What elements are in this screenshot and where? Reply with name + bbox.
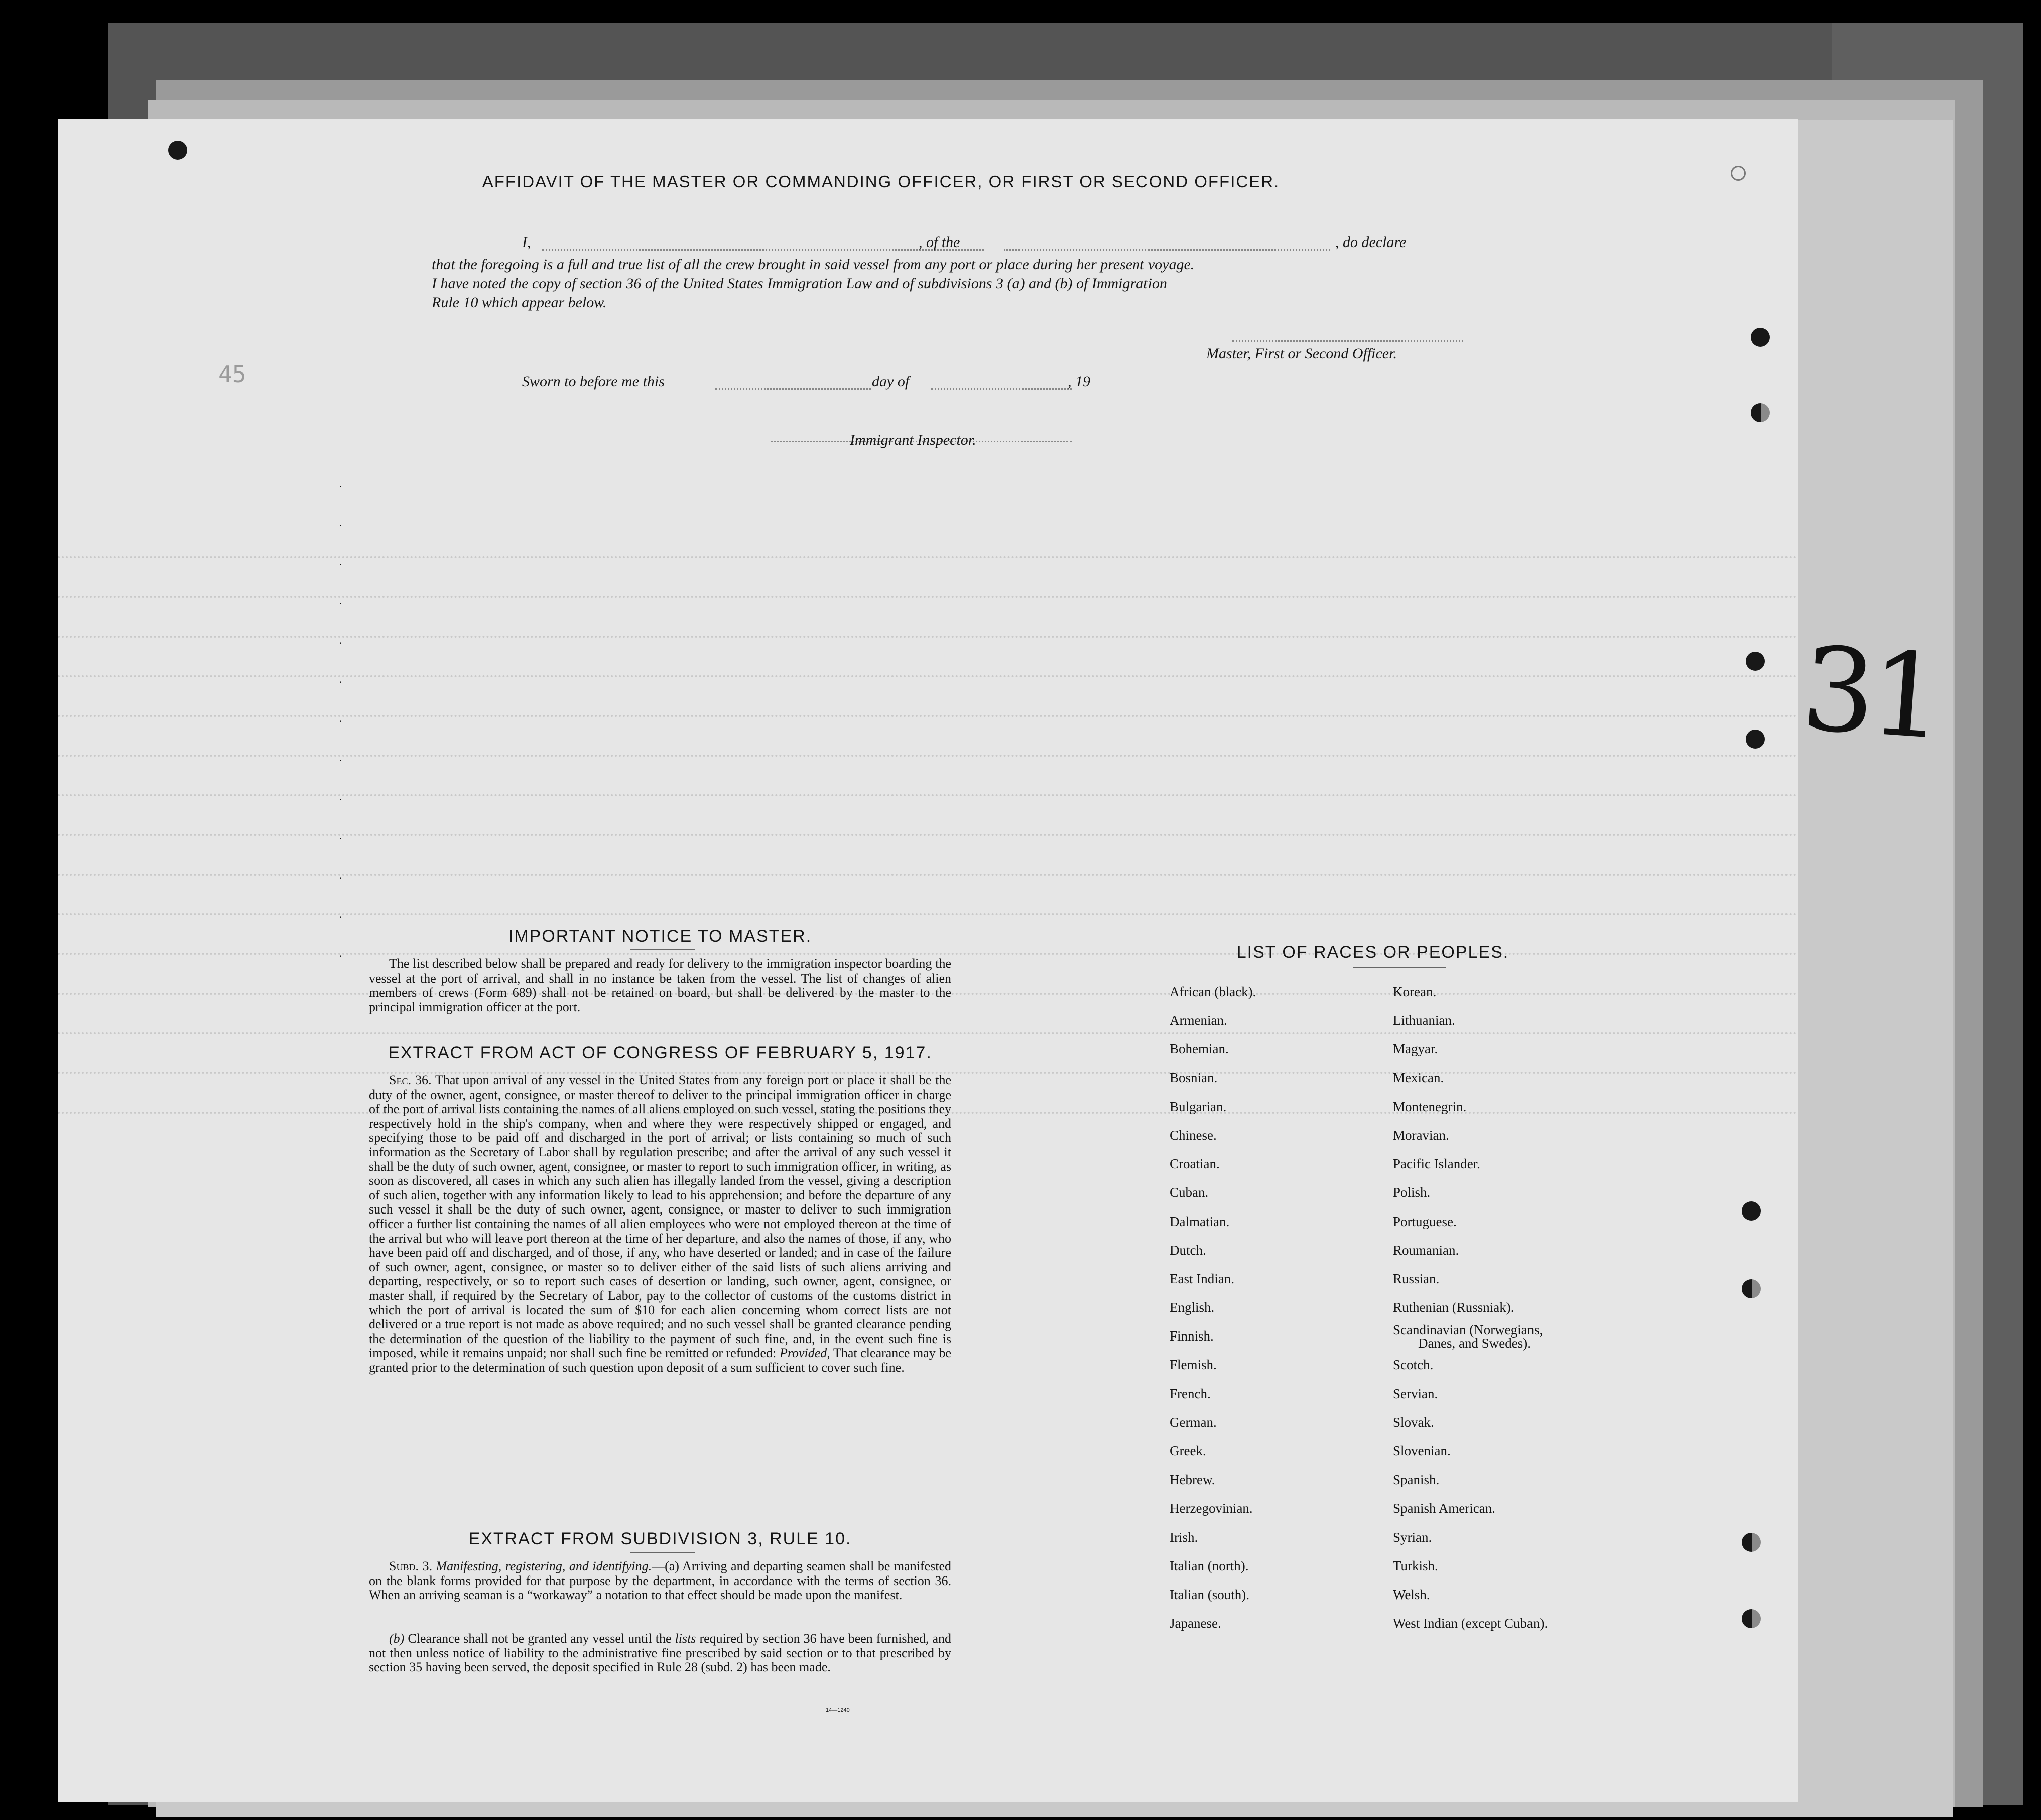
race-item: Dutch. [1170,1242,1206,1258]
sworn-day-of: day of [872,373,910,390]
subd-heading: Manifesting, registering, and identifying. [436,1559,652,1573]
affidavit-i: I, [522,234,531,251]
race-item: Montenegrin. [1393,1099,1467,1114]
affidavit-line-2: that the foregoing is a full and true list of all the crew brought in said vessel from any port or place during her present voyage. [432,256,1195,273]
sworn-day-blank[interactable] [715,388,871,390]
race-item: Syrian. [1393,1529,1432,1545]
row-dot: · [339,637,343,649]
race-item: English. [1170,1300,1215,1315]
race-item: Ruthenian (Russniak). [1393,1300,1514,1315]
punch-hole [1742,1533,1761,1552]
race-item: Japanese. [1170,1616,1221,1631]
race-item: Polish. [1393,1185,1431,1200]
extract-act-body [369,1073,951,1375]
race-item: Cuban. [1170,1185,1209,1200]
extract-rule-title: EXTRACT FROM SUBDIVISION 3, RULE 10. [468,1529,852,1548]
race-item: Irish. [1170,1529,1198,1545]
master-signature-caption: Master, First or Second Officer. [1206,345,1397,362]
race-item: Lithuanian. [1393,1013,1455,1028]
race-item: Herzegovinian. [1170,1501,1253,1516]
race-item: Bosnian. [1170,1070,1218,1085]
punch-hole [1746,652,1765,671]
race-item: Portuguese. [1393,1214,1457,1229]
race-item: East Indian. [1170,1271,1234,1286]
punch-hole [1751,328,1770,347]
row-dot: · [339,754,343,767]
rule [630,949,695,950]
rule-para-a [369,1559,951,1603]
handwritten-number: 31 [1798,622,1944,766]
race-item-continued: Danes, and Swedes). [1418,1336,1531,1351]
rule [630,1552,695,1553]
race-item: Italian (south). [1170,1587,1249,1602]
races-list-right [1393,984,1548,1644]
affidavit-line-4: Rule 10 which appear below. [432,294,607,311]
punch-hole [1731,166,1746,181]
race-item: Korean. [1393,984,1437,999]
form-number: 14—1240 [826,1707,850,1713]
row-dot: · [339,558,343,571]
punch-hole [1751,403,1770,422]
section-text: That upon arrival of any vessel in the United States from any foreign port or place it shall be the duty of the owner, agent, consignee, or master thereof to deliver to the principal immigration officer in charge of the port of arrival lists containing the names of all aliens employed on such vessel, stating the positions they respectively hold in the ship's company, when and where they were respectively shipped or engaged, and specifying those to be paid off and discharged in the port of arrival; or lists containing so much of such information as the Secretary of Labor shall by regulation prescribe; and after the arrival of any such vessel it shall be the duty of such owner, agent, consignee, or master to report to such immigration officer, in writing, as soon as discovered, all cases in which any such alien has illegally landed from the vessel, giving a description of such alien, together with any information likely to lead to his apprehension; and before the departure of any such vessel it shall be the duty of such owner, agent, consignee, or master to deliver to such immigration officer a further list containing the names of all alien employees who were not employed thereon at the time of the arrival but who will leave port thereon at the time of her departure, and also the names of those, if any, who have been paid off and discharged, and of those, if any, who have deserted or landed; and in case of the failure of such owner, agent, consignee, or master so to deliver either of the said lists of such aliens arriving and departing, respectively, or so to report such cases of desertion or landing, such owner, agent, consignee, or master shall, if required by the Secretary of Labor, pay to the collector of customs of the customs district in which the port of arrival is located the sum of $10 for each alien concerning whom correct lists are not delivered or a true report is not made as above required; and no such vessel shall be granted clearance pending the determination of the question of the liability to the payment of such fine, and, in the event such fine is imposed, while it remains unpaid; nor shall such fine be remitted or refunded: [369,1073,952,1361]
race-item: Chinese. [1170,1127,1217,1143]
race-item: Spanish American. [1393,1501,1495,1516]
para-b-label: (b) [389,1631,405,1646]
race-item: Dalmatian. [1170,1214,1230,1229]
race-item: Bulgarian. [1170,1099,1227,1114]
row-dot: · [339,480,343,493]
race-item: Pacific Islander. [1393,1156,1480,1172]
punch-hole [1742,1279,1761,1298]
vessel-blank[interactable] [1004,249,1330,251]
race-item: Mexican. [1393,1070,1444,1085]
race-item: African (black). [1170,984,1256,999]
row-dot: · [339,715,343,727]
race-item: Welsh. [1393,1587,1430,1602]
para-b-text-2: required by section 36 have been furnished, and not then unless notice of liability to the administrative fine prescribed by said section or to that prescribed by section 35 having been served, the deposit specified in Rule 28 (subd. 2) has been made. [369,1631,952,1675]
row-dot: · [339,950,343,962]
race-item: Flemish. [1170,1357,1217,1373]
punch-hole [1746,730,1765,749]
row-dot: · [339,676,343,688]
race-item: Scandinavian (Norwegians, [1393,1322,1543,1338]
para-a-text: —(a) Arriving and departing seamen shall be manifested on the blank forms provided for that purpose by the department, in accordance with the terms of section 36. When an arriving seaman is a “workaway” a notation to that effect should be made upon the manifest. [369,1559,951,1603]
race-item: Scotch. [1393,1357,1434,1373]
race-item: Roumanian. [1393,1242,1459,1258]
race-item: German. [1170,1414,1217,1430]
race-item: Croatian. [1170,1156,1220,1172]
master-signature-line[interactable] [1232,340,1463,342]
race-item: Slovak. [1393,1414,1434,1430]
para-b-text-1: Clearance shall not be granted any vessel until the [408,1631,672,1646]
race-item: Moravian. [1393,1127,1449,1143]
inspector-caption: Immigrant Inspector. [850,432,976,448]
races-list-left [1170,984,1256,1644]
rule [1353,967,1446,968]
section-label: Sec. 36. [389,1073,432,1087]
extract-act-title: EXTRACT FROM ACT OF CONGRESS OF FEBRUARY 5, 1917. [388,1043,932,1062]
row-dot: · [339,597,343,610]
sworn-month-blank[interactable] [931,388,1072,390]
affidavit-of-the: , of the [919,234,960,251]
row-dot: · [339,832,343,845]
race-item: Armenian. [1170,1013,1227,1028]
race-item: Bohemian. [1170,1041,1229,1057]
provided-label: Provided, [779,1346,830,1361]
race-item: West Indian (except Cuban). [1393,1616,1548,1631]
race-item: Turkish. [1393,1558,1438,1573]
name-blank[interactable] [542,249,984,251]
affidavit-declare: , do declare [1335,234,1407,251]
row-dot: · [339,519,343,532]
race-item: Spanish. [1393,1472,1440,1488]
notice-body: The list described below shall be prepared and ready for delivery to the immigration inspector boarding the vessel at the port of arrival, and shall in no instance be taken from the vessel. The list of changes of alien members of crews (Form 689) shall not be retained on board, but shall be delivered by the master to the principal immigration officer at the port. [369,956,951,1014]
race-item: Finnish. [1170,1328,1214,1344]
race-item: Magyar. [1393,1041,1438,1057]
subd-label: Subd. 3. [389,1559,432,1573]
row-dot: · [339,793,343,806]
row-dot: · [339,911,343,923]
section-tail: That clearance may be granted prior to the determination of such question upon deposit of a sum sufficient to cover such fine. [369,1346,952,1375]
race-item: Russian. [1393,1271,1440,1286]
notice-title: IMPORTANT NOTICE TO MASTER. [508,927,812,946]
punch-hole [168,141,187,160]
affidavit-line-3: I have noted the copy of section 36 of the United States Immigration Law and of subdivisions 3 (a) and (b) of Immigration [432,275,1167,292]
sworn-year: , 19 [1068,373,1090,390]
sworn-text: Sworn to before me this [522,373,665,390]
race-item: Italian (north). [1170,1558,1249,1573]
race-item: Slovenian. [1393,1443,1451,1459]
races-title: LIST OF RACES OR PEOPLES. [1236,943,1509,962]
affidavit-title: AFFIDAVIT OF THE MASTER OR COMMANDING OFFICER, OR FIRST OR SECOND OFFICER. [482,172,1280,191]
margin-note: 45 [218,360,246,388]
race-item: Servian. [1393,1386,1438,1401]
rule-para-b [369,1632,951,1675]
document-page [58,119,1944,1802]
row-dot: · [339,872,343,884]
race-item: French. [1170,1386,1211,1401]
punch-hole [1742,1201,1761,1221]
para-b-lists: lists [675,1631,696,1646]
race-item: Greek. [1170,1443,1206,1459]
punch-hole [1742,1609,1761,1628]
races-scandinavian-cont [1418,1336,1531,1364]
race-item: Hebrew. [1170,1472,1215,1488]
